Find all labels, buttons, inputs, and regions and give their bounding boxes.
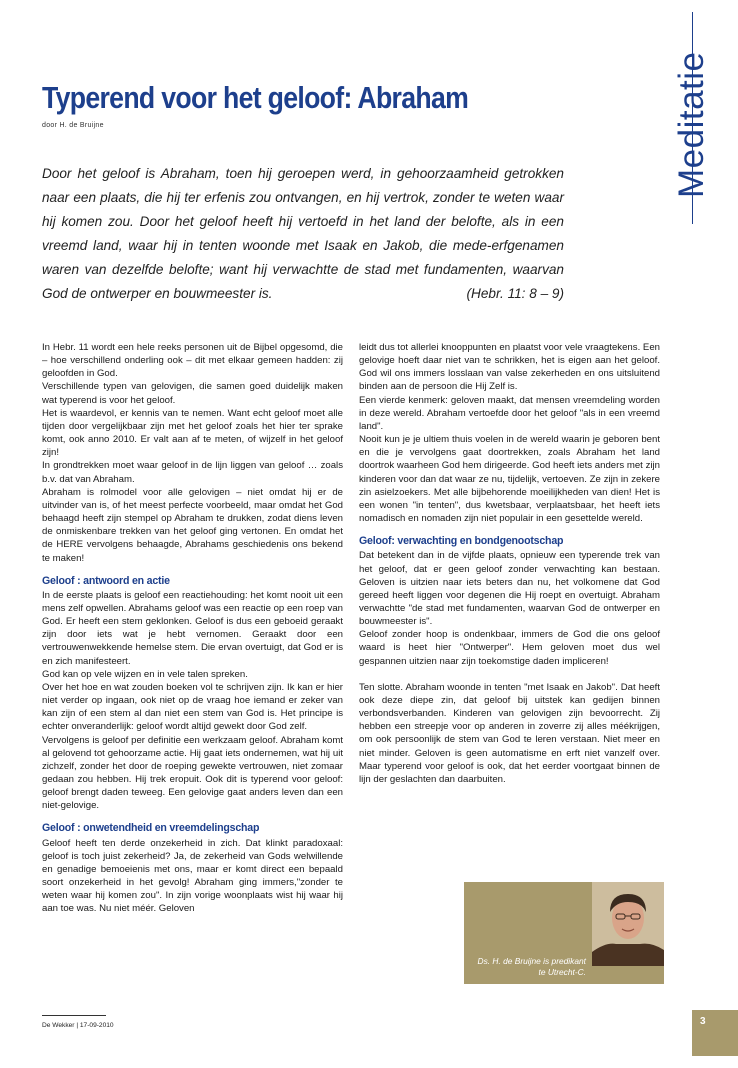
paragraph: Het is waardevol, er kennis van te nemen. Want echt geloof moet alle tijden door vergelijkbaar zijn met het geloof zoals het hier ter sprake komt, ook anno 2010. Er valt aan af te meten, of wijzelf in het geloof zijn! (42, 407, 343, 459)
scripture-quote (42, 162, 564, 306)
section-heading: Geloof: verwachting en bondgenootschap (359, 535, 564, 548)
article-title: Typerend voor het geloof: Abraham (42, 80, 469, 115)
paragraph: Geloof zonder hoop is ondenkbaar, immers de God die ons geloof waard is heet hier "Ontwerper". Hem geloven moet dus wel gespannen uitzien naar zijn toekomstige daden impliceren! (359, 629, 660, 667)
paragraph: In de eerste plaats is geloof een reactiehouding: het komt nooit uit een mens zelf opwellen. Abrahams geloof was een reactie op een roep van God. Er heeft een stem geklonken. Geloof is dus een geboeid geraakt zijn door iets wat je hebt vernomen. Geraakt door een vertrouwenwekkende hemelse stem. Die ervan overtuigt, dat God er is en zich manifesteert. (42, 589, 343, 667)
section-label: Meditatie (672, 51, 711, 198)
page-number-box (692, 1010, 738, 1056)
byline: door H. de Bruijne (42, 122, 104, 129)
paragraph: Verschillende typen van gelovigen, die samen goed duidelijk maken wat typerend is voor het geloof. (42, 381, 343, 406)
page-number: 3 (700, 1016, 706, 1027)
paragraph: Geloof heeft ten derde onzekerheid in zich. Dat klinkt paradoxaal: geloof is toch juist zekerheid? Ja, de zekerheid van Gods welwillende en genadige bemoeienis met ons, maar er komt direct een bepaald soort onzekerheid in het gevolg! Abraham ging immers,"zonder te weten waar hij komen zou". In zijn vorige woonplaats wist hij waar hij aan toe was. Nu niet méér. Geloven (42, 837, 343, 915)
footer-rule (42, 1015, 106, 1016)
paragraph-spacer (359, 668, 660, 681)
section-heading: Geloof : onwetendheid en vreemdelingschap (42, 822, 260, 835)
paragraph: Een vierde kenmerk: geloven maakt, dat mensen vreemdeling worden in deze wereld. Abraham vertoefde door het geloof "als in een vreemd land". (359, 394, 660, 432)
paragraph: In grondtrekken moet waar geloof in de lijn liggen van geloof … zoals b.v. dat van Abraham. (42, 460, 343, 485)
paragraph: Nooit kun je je ultiem thuis voelen in de wereld waarin je geboren bent en die je vervolgens gaat doortrekken, zoals Abraham het land doortrok waarheen God hem dirigeerde. God heeft iets anders met zijn kinderen voor dan dat waar ze nu, tijdelijk, vertoeven. Ze zijn in zekere zin asielzoekers. Met alle bijbehorende moeilijkheden van dien! Het is een wonen "in tenten", dus kwetsbaar, verplaatsbaar, het heeft iets nomadisch en nomaden zijn niet populair in een gesettelde wereld. (359, 434, 660, 525)
paragraph: Dat betekent dan in de vijfde plaats, opnieuw een typerende trek van het geloof, dat er geen geloof zonder verwachting kan bestaan. Geloven is uitzien naar iets beters dan nu, het volkomene dat God gereed heeft liggen voor degenen die Hij roept en overtuigt. Abraham verwachtte "de stad met fundamenten, waarvan God de ontwerper en bouwmeester is". (359, 550, 660, 628)
paragraph: Ten slotte. Abraham woonde in tenten "met Isaak en Jakob". Dat heeft ook deze diepe zin, dat geloof bij uitstek kan gedijen binnen verbondsverbanden. Kinderen van gelovigen zijn bevoorrecht. Zij hebben een streepje voor op anderen in zoverre zij alles méékrijgen, om ook persoonlijk de stem van God te leren verstaan. Niet meer en niet minder. Geloven is geen automatisme en erft niet vanzelf over. Maar typerend voor geloof is ook, dat het eerder voortgaat binnen de lijn der geslachten dan daarbuiten. (359, 681, 660, 785)
caption-line: te Utrecht-C. (538, 967, 586, 977)
photo-caption (468, 956, 586, 978)
footer-info: De Wekker | 17-09-2010 (42, 1022, 114, 1029)
paragraph: In Hebr. 11 wordt een hele reeks personen uit de Bijbel opgesomd, die – hoe verschillend onderling ook – dit met elkaar gemeen hadden: zij geloofden in God. (42, 342, 343, 380)
section-heading: Geloof : antwoord en actie (42, 574, 170, 587)
caption-line: Ds. H. de Bruijne is predikant (477, 956, 586, 966)
paragraph: Vervolgens is geloof per definitie een werkzaam geloof. Abraham komt al gelovend tot gehoorzame actie. Hij gaat iets ondernemen, wat hij uit zichzelf, zonder het door de roeping gewekte vertrouwen, niet zomaar gedaan zou hebben. Hij trek eropuit. Ook dit is typerend voor geloof: geloof brengt daden teweeg. Een gelovige gaat anders leven dan een niet-gelovige. (42, 734, 343, 812)
paragraph: leidt dus tot allerlei knooppunten en plaatst voor vele vraagtekens. Een gelovige hoeft daar niet van te schrikken, het is eigen aan het geloof. God wil ons immers losslaan van valse zekerheden en ons uitsluitend binden aan de persoon die Hij Zelf is. (359, 342, 660, 393)
column-left (42, 341, 343, 916)
column-right (359, 341, 660, 786)
quote-reference: (Hebr. 11: 8 – 9) (466, 286, 564, 301)
paragraph: Over het hoe en wat zouden boeken vol te schrijven zijn. Ik kan er hier niet verder op ingaan, ook niet op de vraag hoe iemand er zeker van kan zijn of een stem al dan niet een stem van God is. Het principe is echter onveranderlijk: geloof wordt altijd gewekt door God zelf. (42, 681, 343, 733)
author-photo (592, 882, 664, 966)
paragraph: God kan op vele wijzen en in vele talen spreken. (42, 668, 248, 680)
quote-text: Door het geloof is Abraham, toen hij geroepen werd, in gehoorzaamheid getrokken naar een plaats, die hij ter erfenis zou ontvangen, en hij vertrok, zonder te weten waar hij komen zou. Door het geloof heeft hij vertoefd in het land der belofte, als in een vreemd land, waar hij in tenten woonde met Isaak en Jakob, die mede-erfgenamen waren van dezelfde belofte; want hij verwachtte de stad met fundamenten, waarvan God de ontwerper en bouwmeester is. (42, 166, 564, 301)
paragraph: Abraham is rolmodel voor alle gelovigen – niet omdat hij er de uitvinder van is, of het meest perfecte voorbeeld, maar omdat het God behaagd heeft zijn stempel op Abraham te drukken, zodat diens leven de onmiskenbare trekken van het geloof ging vertonen. En omdat het de HERE vervolgens behaagde, Abrahams geschiedenis ons bekend te maken! (42, 486, 343, 564)
portrait-image (592, 882, 664, 966)
